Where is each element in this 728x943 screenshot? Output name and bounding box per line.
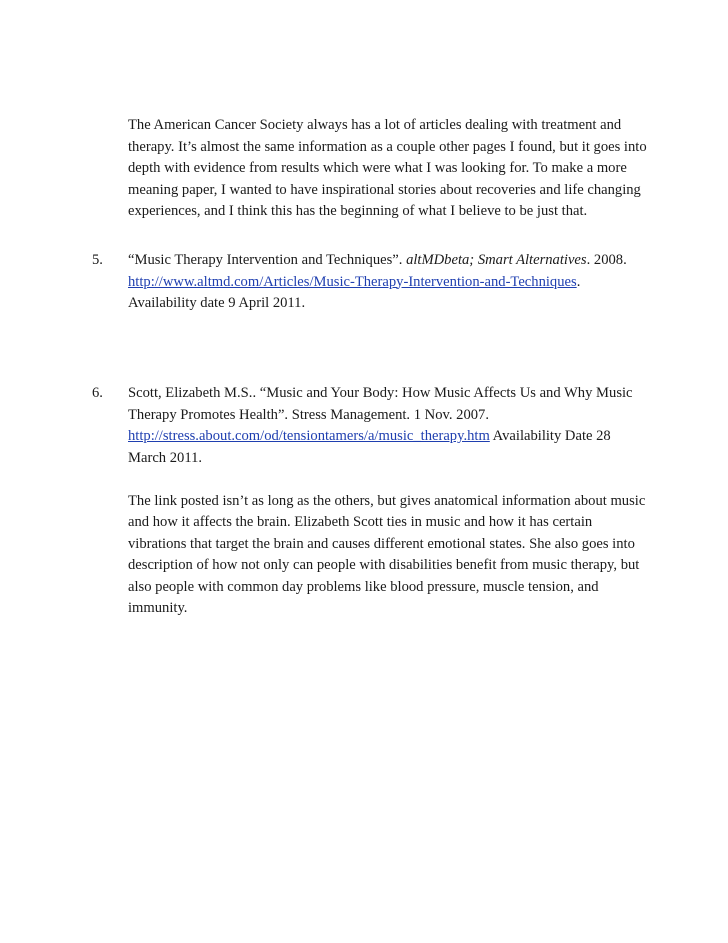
entry-body — [128, 383, 648, 620]
annotation-line: description of how not only can people with disabilities benefit from music therapy, but — [128, 557, 640, 573]
citation-line — [128, 250, 648, 272]
citation-url-suffix: Availability Date 28 — [489, 428, 611, 444]
annotation-line: immunity. — [128, 600, 188, 616]
citation-url-link[interactable]: http://stress.about.com/od/tensiontamers/a/music_therapy.htm — [128, 428, 490, 444]
citation-line — [128, 426, 648, 448]
citation-line — [128, 272, 648, 294]
citation-availability: March 2011. — [128, 449, 203, 466]
entry-number: 6. — [92, 385, 103, 401]
annotation-line: and how it affects the brain. Elizabeth Scott ties in music and how it has certain — [128, 514, 593, 530]
intro-line: therapy. It’s almost the same information as a couple other pages I found, but it goes into — [128, 138, 647, 155]
citation-line: Scott, Elizabeth M.S.. “Music and Your Body: How Music Affects Us and Why Music — [128, 385, 633, 401]
intro-paragraph — [128, 115, 648, 223]
citation-title: “Music Therapy Intervention and Techniques”. — [128, 252, 407, 268]
entry-body — [128, 250, 648, 315]
entry-number: 5. — [92, 252, 103, 268]
citation-availability: Availability date 9 April 2011. — [128, 295, 306, 311]
annotation-line: The link posted isn’t as long as the others, but gives anatomical information about music — [128, 492, 646, 509]
citation-line: Therapy Promotes Health”. Stress Management. 1 Nov. 2007. — [128, 406, 489, 423]
intro-line: experiences, and I think this has the beginning of what I believe to be just that. — [128, 203, 588, 219]
citation-url-suffix: . — [576, 273, 581, 290]
annotation-line: also people with common day problems like blood pressure, muscle tension, and — [128, 578, 599, 595]
citation-year: . 2008. — [586, 252, 627, 268]
annotation-paragraph — [128, 491, 648, 620]
citation-url-link[interactable]: http://www.altmd.com/Articles/Music-Therapy-Intervention-and-Techniques — [128, 273, 577, 290]
annotation-line: vibrations that target the brain and causes different emotional states. She also goes into — [128, 535, 635, 552]
paragraph-gap — [128, 469, 648, 491]
citation-source: altMDbeta; Smart Alternatives — [406, 252, 587, 268]
intro-line: The American Cancer Society always has a lot of articles dealing with treatment and — [128, 117, 622, 133]
intro-line: meaning paper, I wanted to have inspirational stories about recoveries and life changing — [128, 181, 641, 198]
intro-line: depth with evidence from results which were what I was looking for. To make a more — [128, 160, 627, 176]
